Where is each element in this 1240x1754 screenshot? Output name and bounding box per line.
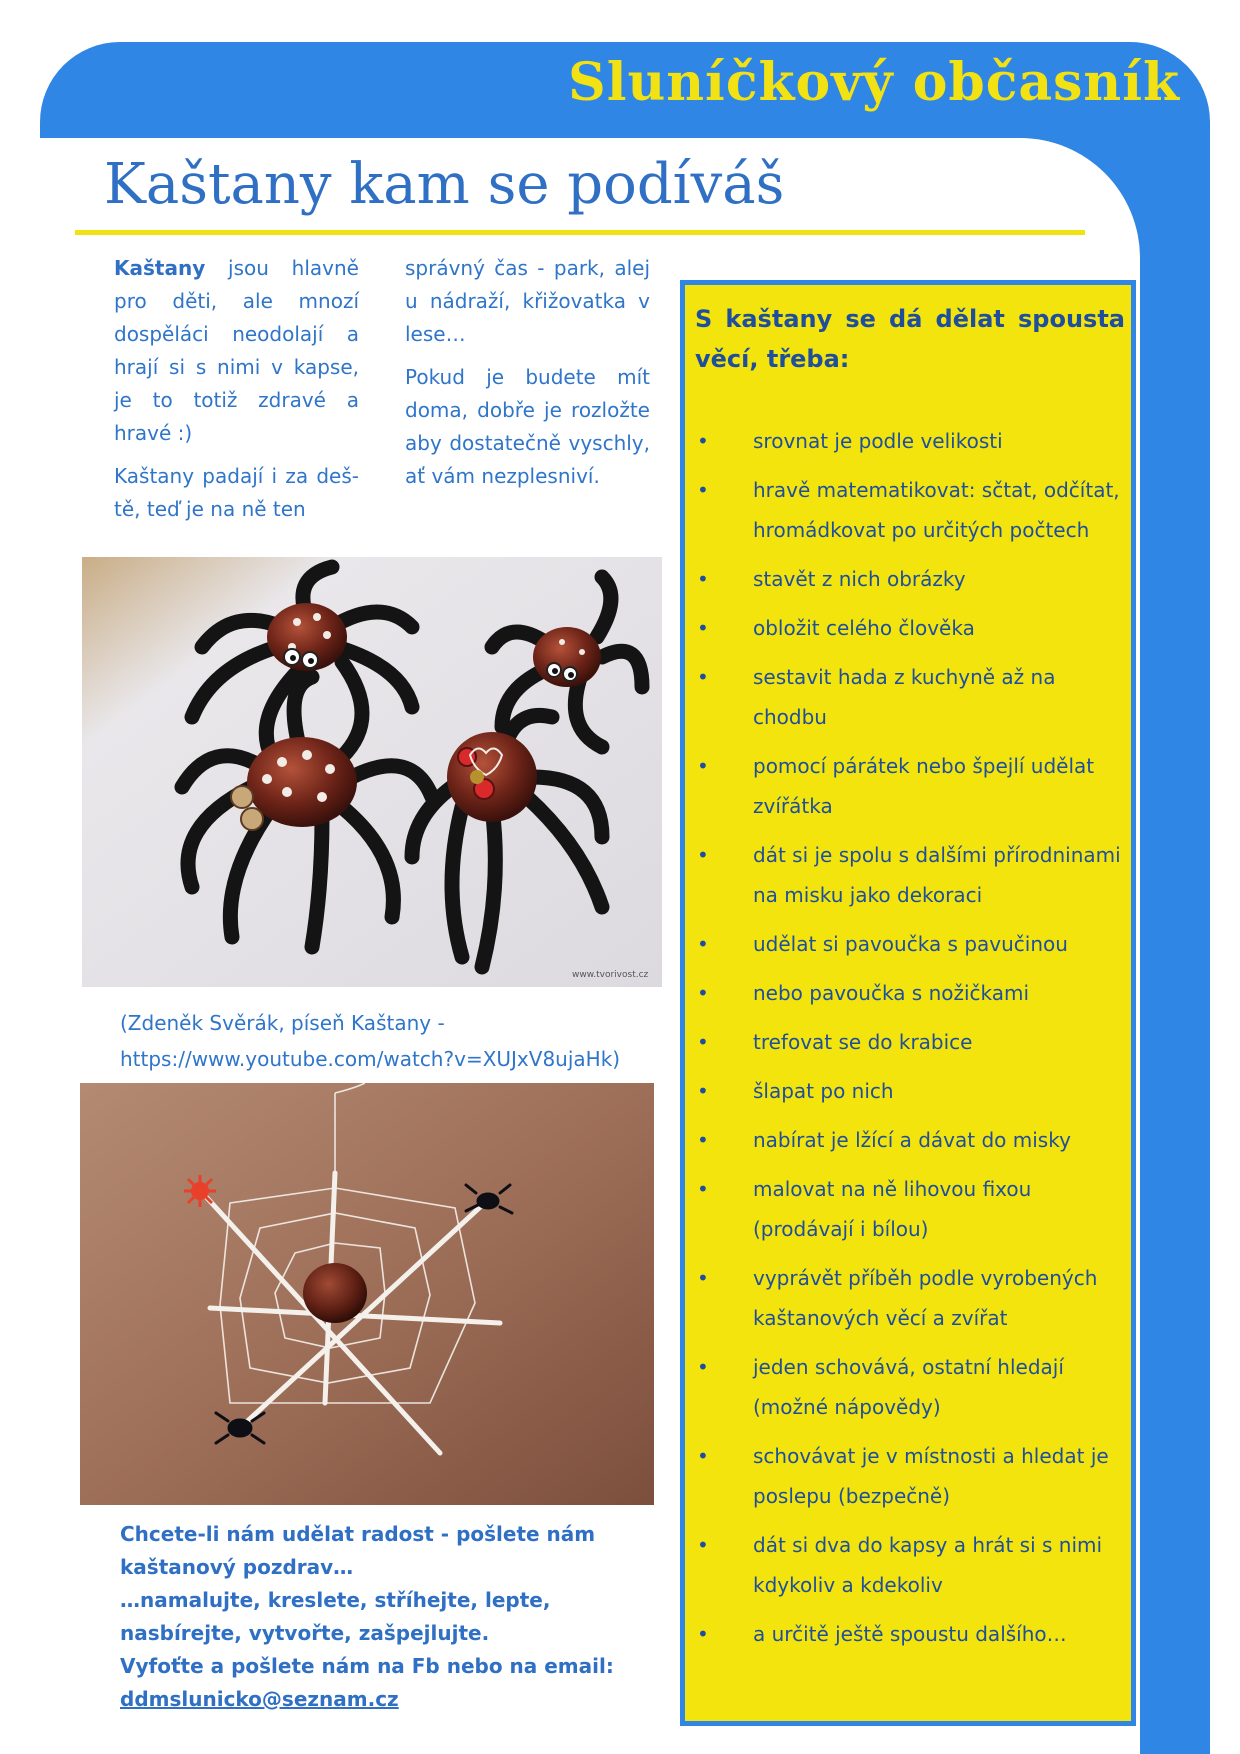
intro-text: jsou hlavně pro děti, ale mnozí dospěláci neodolají a hrají si s nimi v kapse, je to totiž zdravé a hravé :) bbox=[114, 256, 359, 445]
chestnut-web-photo bbox=[80, 1083, 654, 1505]
cta-line-4: nasbírejte, vytvořte, zašpejlujte. bbox=[120, 1621, 490, 1645]
idea-item: • nebo pavoučka s nožičkami bbox=[685, 973, 1131, 1013]
idea-item: • pomocí párátek nebo špejlí udělat zvířátka bbox=[685, 746, 1131, 826]
email-link[interactable]: ddmslunicko@seznam.cz bbox=[120, 1687, 399, 1711]
idea-item: • srovnat je podle velikosti bbox=[685, 421, 1131, 461]
ideas-sidebar bbox=[680, 280, 1136, 1726]
idea-item: • šlapat po nich bbox=[685, 1071, 1131, 1111]
idea-item: • schovávat je v místnosti a hledat je poslepu (bezpečně) bbox=[685, 1436, 1131, 1516]
ideas-list bbox=[685, 421, 1131, 1663]
idea-item: • malovat na ně lihovou fixou (prodávají i bílou) bbox=[685, 1169, 1131, 1249]
idea-item: • trefovat se do krabice bbox=[685, 1022, 1131, 1062]
song-caption bbox=[120, 1005, 660, 1077]
photo-credit: www.tvorivost.cz bbox=[572, 970, 649, 980]
idea-item: • stavět z nich obrázky bbox=[685, 559, 1131, 599]
idea-item: • udělat si pavoučka s pavučinou bbox=[685, 924, 1131, 964]
title-underline bbox=[75, 230, 1085, 235]
intro-paragraph-2-end: správný čas - park, alej u nádraží, křižovatka v lese… bbox=[405, 256, 650, 346]
intro-paragraph-3: Pokud je budete mít doma, dobře je rozložte aby dostatečně vyschly, ať vám nezplesniví. bbox=[405, 365, 650, 488]
idea-item: • sestavit hada z kuchyně až na chodbu bbox=[685, 657, 1131, 737]
caption-link: https://www.youtube.com/watch?v=XUJxV8ujaHk) bbox=[120, 1047, 621, 1071]
idea-item: • jeden schovává, ostatní hledají (možné nápovědy) bbox=[685, 1347, 1131, 1427]
idea-item: • dát si dva do kapsy a hrát si s nimi kdykoliv a kdekoliv bbox=[685, 1525, 1131, 1605]
idea-item: • hravě matematikovat: sčtat, odčítat, hromádkovat po určitých počtech bbox=[685, 470, 1131, 550]
page-title: Kaštany kam se podíváš bbox=[104, 152, 785, 217]
intro-paragraph-2-start: Kaštany padají i za deš-tě, teď je na ně ten bbox=[114, 464, 359, 521]
idea-item: • dát si je spolu s dalšími přírodninami na misku jako dekoraci bbox=[685, 835, 1131, 915]
cta-line-3: …namalujte, kreslete, stříhejte, lepte, bbox=[120, 1588, 551, 1612]
sidebar-heading: S kaštany se dá dělat spousta věcí, třeba: bbox=[695, 305, 1125, 373]
chestnut-spiders-photo bbox=[82, 557, 662, 987]
idea-item: • obložit celého člověka bbox=[685, 608, 1131, 648]
intro-paragraph-1 bbox=[114, 252, 359, 450]
intro-column-2 bbox=[405, 252, 650, 503]
cta-line-1: Chcete-li nám udělat radost - pošlete nám bbox=[120, 1522, 596, 1546]
idea-item: • vyprávět příběh podle vyrobených kaštanových věcí a zvířat bbox=[685, 1258, 1131, 1338]
cta-line-5: Vyfoťte a pošlete nám na Fb nebo na email: bbox=[120, 1654, 614, 1678]
caption-line-1: (Zdeněk Svěrák, píseň Kaštany - bbox=[120, 1011, 445, 1035]
masthead: Sluníčkový občasník bbox=[568, 52, 1180, 113]
idea-item: • nabírat je lžící a dávat do misky bbox=[685, 1120, 1131, 1160]
intro-column-1 bbox=[114, 252, 359, 536]
idea-item: • a určitě ještě spoustu dalšího… bbox=[685, 1614, 1131, 1654]
intro-bold-word: Kaštany bbox=[114, 256, 206, 280]
cta-line-2: kaštanový pozdrav… bbox=[120, 1555, 354, 1579]
call-to-action bbox=[120, 1518, 660, 1716]
